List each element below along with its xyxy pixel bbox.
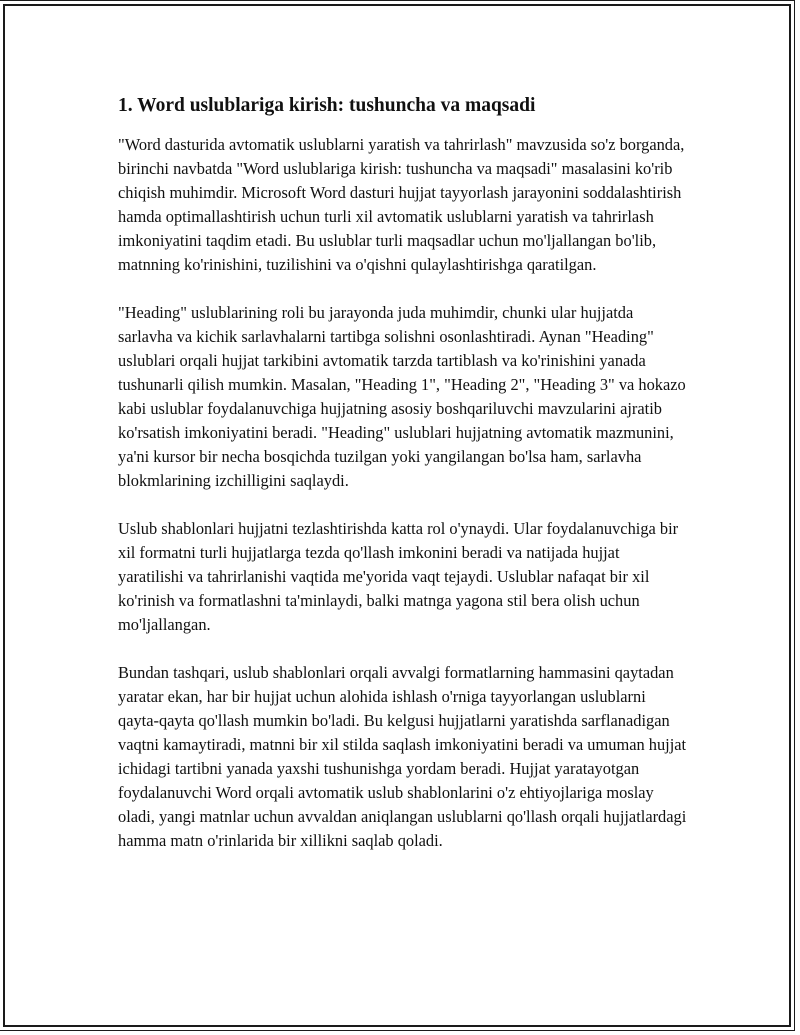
paragraph-conclusion: Bundan tashqari, uslub shablonlari orqali avvalgi formatlarning hammasini qaytadan yaratar ekan, har bir hujjat uchun alohida ishlash o'rniga tayyorlangan uslublarni qayta-qayta qo'llash mumkin bo'ladi. Bu kelgusi hujjatlarni yaratishda sarflanadigan vaqtni kamaytiradi, matnni bir xil stilda saqlash imkoniyatini beradi va umuman hujjat ichidagi tartibni yanada yaxshi tushunishga yordam beradi. Hujjat yaratayotgan foydalanuvchi Word orqali avtomatik uslub shablonlarini o'z ehtiyojlariga moslay oladi, yangi matnlar uchun avvaldan aniqlangan uslublarni qo'llash orqali hujjatlardagi hamma matn o'rinlarida bir xillikni saqlab qoladi.	[118, 663, 687, 850]
paragraph-style-templates: Uslub shablonlari hujjatni tezlashtirishda katta rol o'ynaydi. Ular foydalanuvchiga bir xil formatni turli hujjatlarga tezda qo'llash imkonini beradi va natijada hujjat yaratilishi va tahrirlanishi vaqtida me'yorida vaqt tejaydi. Uslublar nafaqat bir xil ko'rinish va formatlashni ta'minlaydi, balki matnga yagona stil bera olish uchun mo'ljallangan.	[118, 519, 679, 634]
paragraph-intro: "Word dasturida avtomatik uslublarni yaratish va tahrirlash" mavzusida so'z borganda, birinchi navbatda "Word uslublariga kirish: tushuncha va maqsadi" masalasini ko'rib chiqish muhimdir. Microsoft Word dasturi hujjat tayyorlash jarayonini soddalashtirish hamda optimallashtirish uchun turli xil avtomatik uslublarni yaratish va tahrirlash imkoniyatini taqdim etadi. Bu uslublar turli maqsadlar uchun mo'ljallangan bo'lib, matnning ko'rinishini, tuzilishini va o'qishni qulaylashtirishga qaratilgan.	[118, 135, 685, 274]
document-body	[118, 92, 688, 877]
section-heading: 1. Word uslublariga kirish: tushuncha va maqsadi	[118, 95, 536, 116]
paragraph-heading-styles: "Heading" uslublarining roli bu jarayonda juda muhimdir, chunki ular hujjatda sarlavha va kichik sarlavhalarni tartibga solishni osonlashtiradi. Aynan "Heading" uslublari orqali hujjat tarkibini avtomatik tarzda tartiblash va ko'rinishini yanada tushunarli qilish mumkin. Masalan, "Heading 1", "Heading 2", "Heading 3" va hokazo kabi uslublar foydalanuvchiga hujjatning asosiy boshqariluvchi mavzularini ajratib ko'rsatish imkoniyatini beradi. "Heading" uslublari hujjatning avtomatik mazmunini, ya'ni kursor bir necha bosqichda tuzilgan yoki yangilangan bo'lsa ham, sarlavha blokmlarining izchilligini saqlaydi.	[118, 303, 686, 490]
